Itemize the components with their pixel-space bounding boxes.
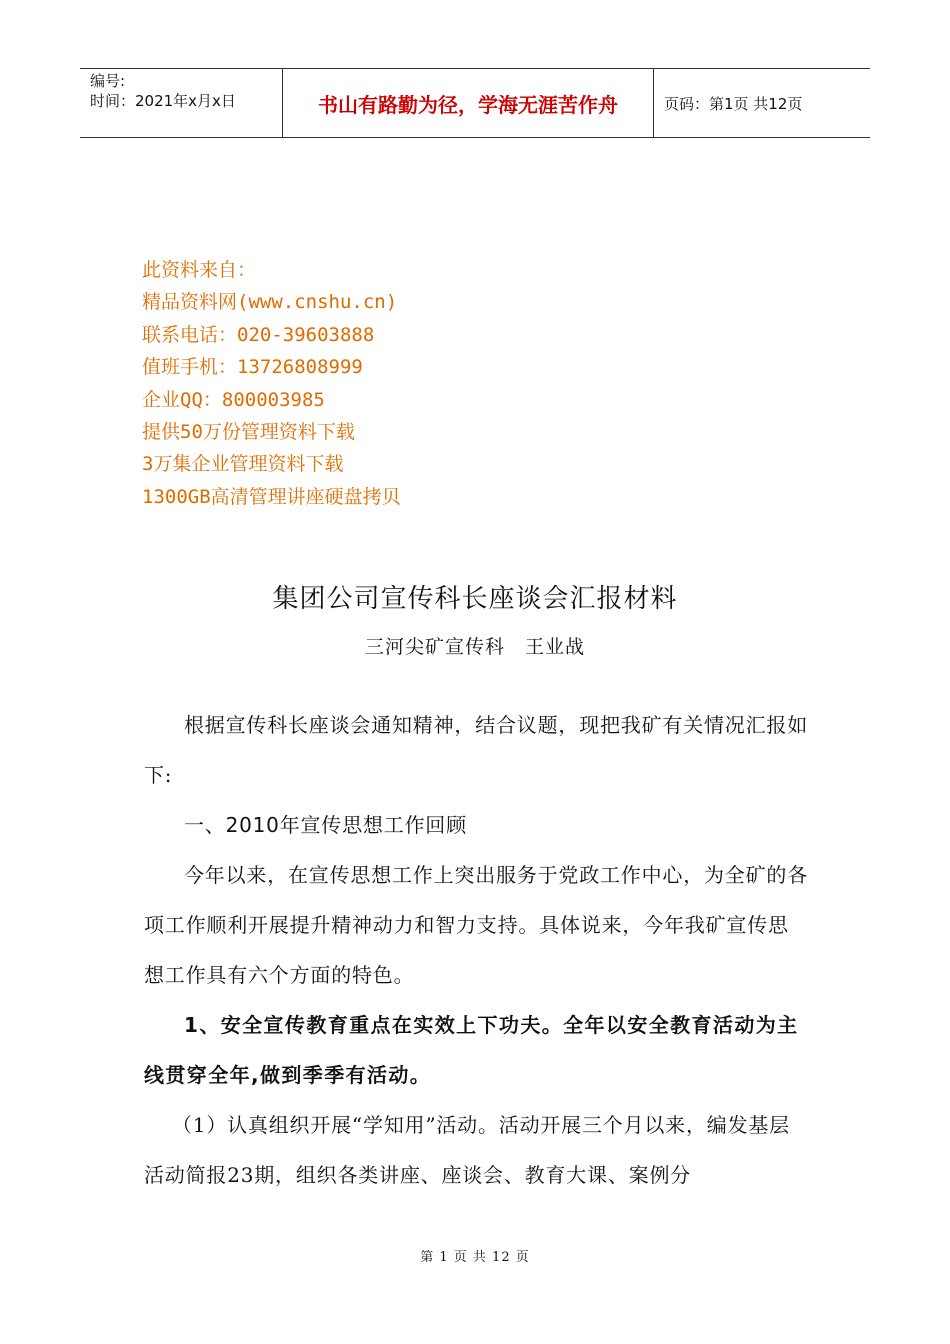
paragraph: （1）认真组织开展“学知用”活动。活动开展三个月以来，编发基层活动简报23期，组织各类讲座、座谈会、教育大课、案例分 bbox=[144, 1113, 790, 1187]
source-info bbox=[142, 254, 401, 513]
source-line: 此资料来自： bbox=[142, 259, 257, 281]
source-line: 提供50万份管理资料下载 bbox=[142, 421, 355, 444]
source-line: 精品资料网(www.cnshu.cn) bbox=[142, 291, 398, 314]
source-line: 联系电话：020-39603888 bbox=[142, 323, 375, 346]
bold-paragraph: 1、安全宣传教育重点在实效上下功夫。全年以安全教育活动为主线贯穿全年,做到季季有活动。 bbox=[144, 1013, 799, 1087]
paragraph: 今年以来，在宣传思想工作上突出服务于党政工作中心，为全矿的各项工作顺利开展提升精神动力和智力支持。具体说来，今年我矿宣传思想工作具有六个方面的特色。 bbox=[144, 863, 808, 987]
section-heading: 一、2010年宣传思想工作回顾 bbox=[184, 813, 467, 837]
source-line: 1300GB高清管理讲座硬盘拷贝 bbox=[142, 485, 401, 508]
header-divider bbox=[653, 69, 654, 137]
source-line: 企业QQ：800003985 bbox=[142, 388, 325, 411]
document-author: 三河尖矿宣传科 王业战 bbox=[364, 636, 585, 658]
number-label: 编号: bbox=[90, 72, 126, 90]
header-table bbox=[80, 68, 870, 138]
header-motto: 书山有路勤为径，学海无涯苦作舟 bbox=[318, 92, 618, 117]
document-title: 集团公司宣传科长座谈会汇报材料 bbox=[272, 584, 678, 614]
time-label: 时间：2021年x月x日 bbox=[90, 92, 236, 110]
document-body bbox=[144, 700, 808, 1200]
source-line: 值班手机：13726808999 bbox=[142, 356, 363, 379]
header-meta bbox=[80, 69, 282, 137]
paragraph: 根据宣传科长座谈会通知精神，结合议题，现把我矿有关情况汇报如下: bbox=[144, 713, 808, 787]
header-page-info: 页码：第1页 共12页 bbox=[664, 94, 803, 113]
page-footer: 第 1 页 共 12 页 bbox=[420, 1250, 530, 1265]
source-line: 3万集企业管理资料下载 bbox=[142, 453, 344, 476]
